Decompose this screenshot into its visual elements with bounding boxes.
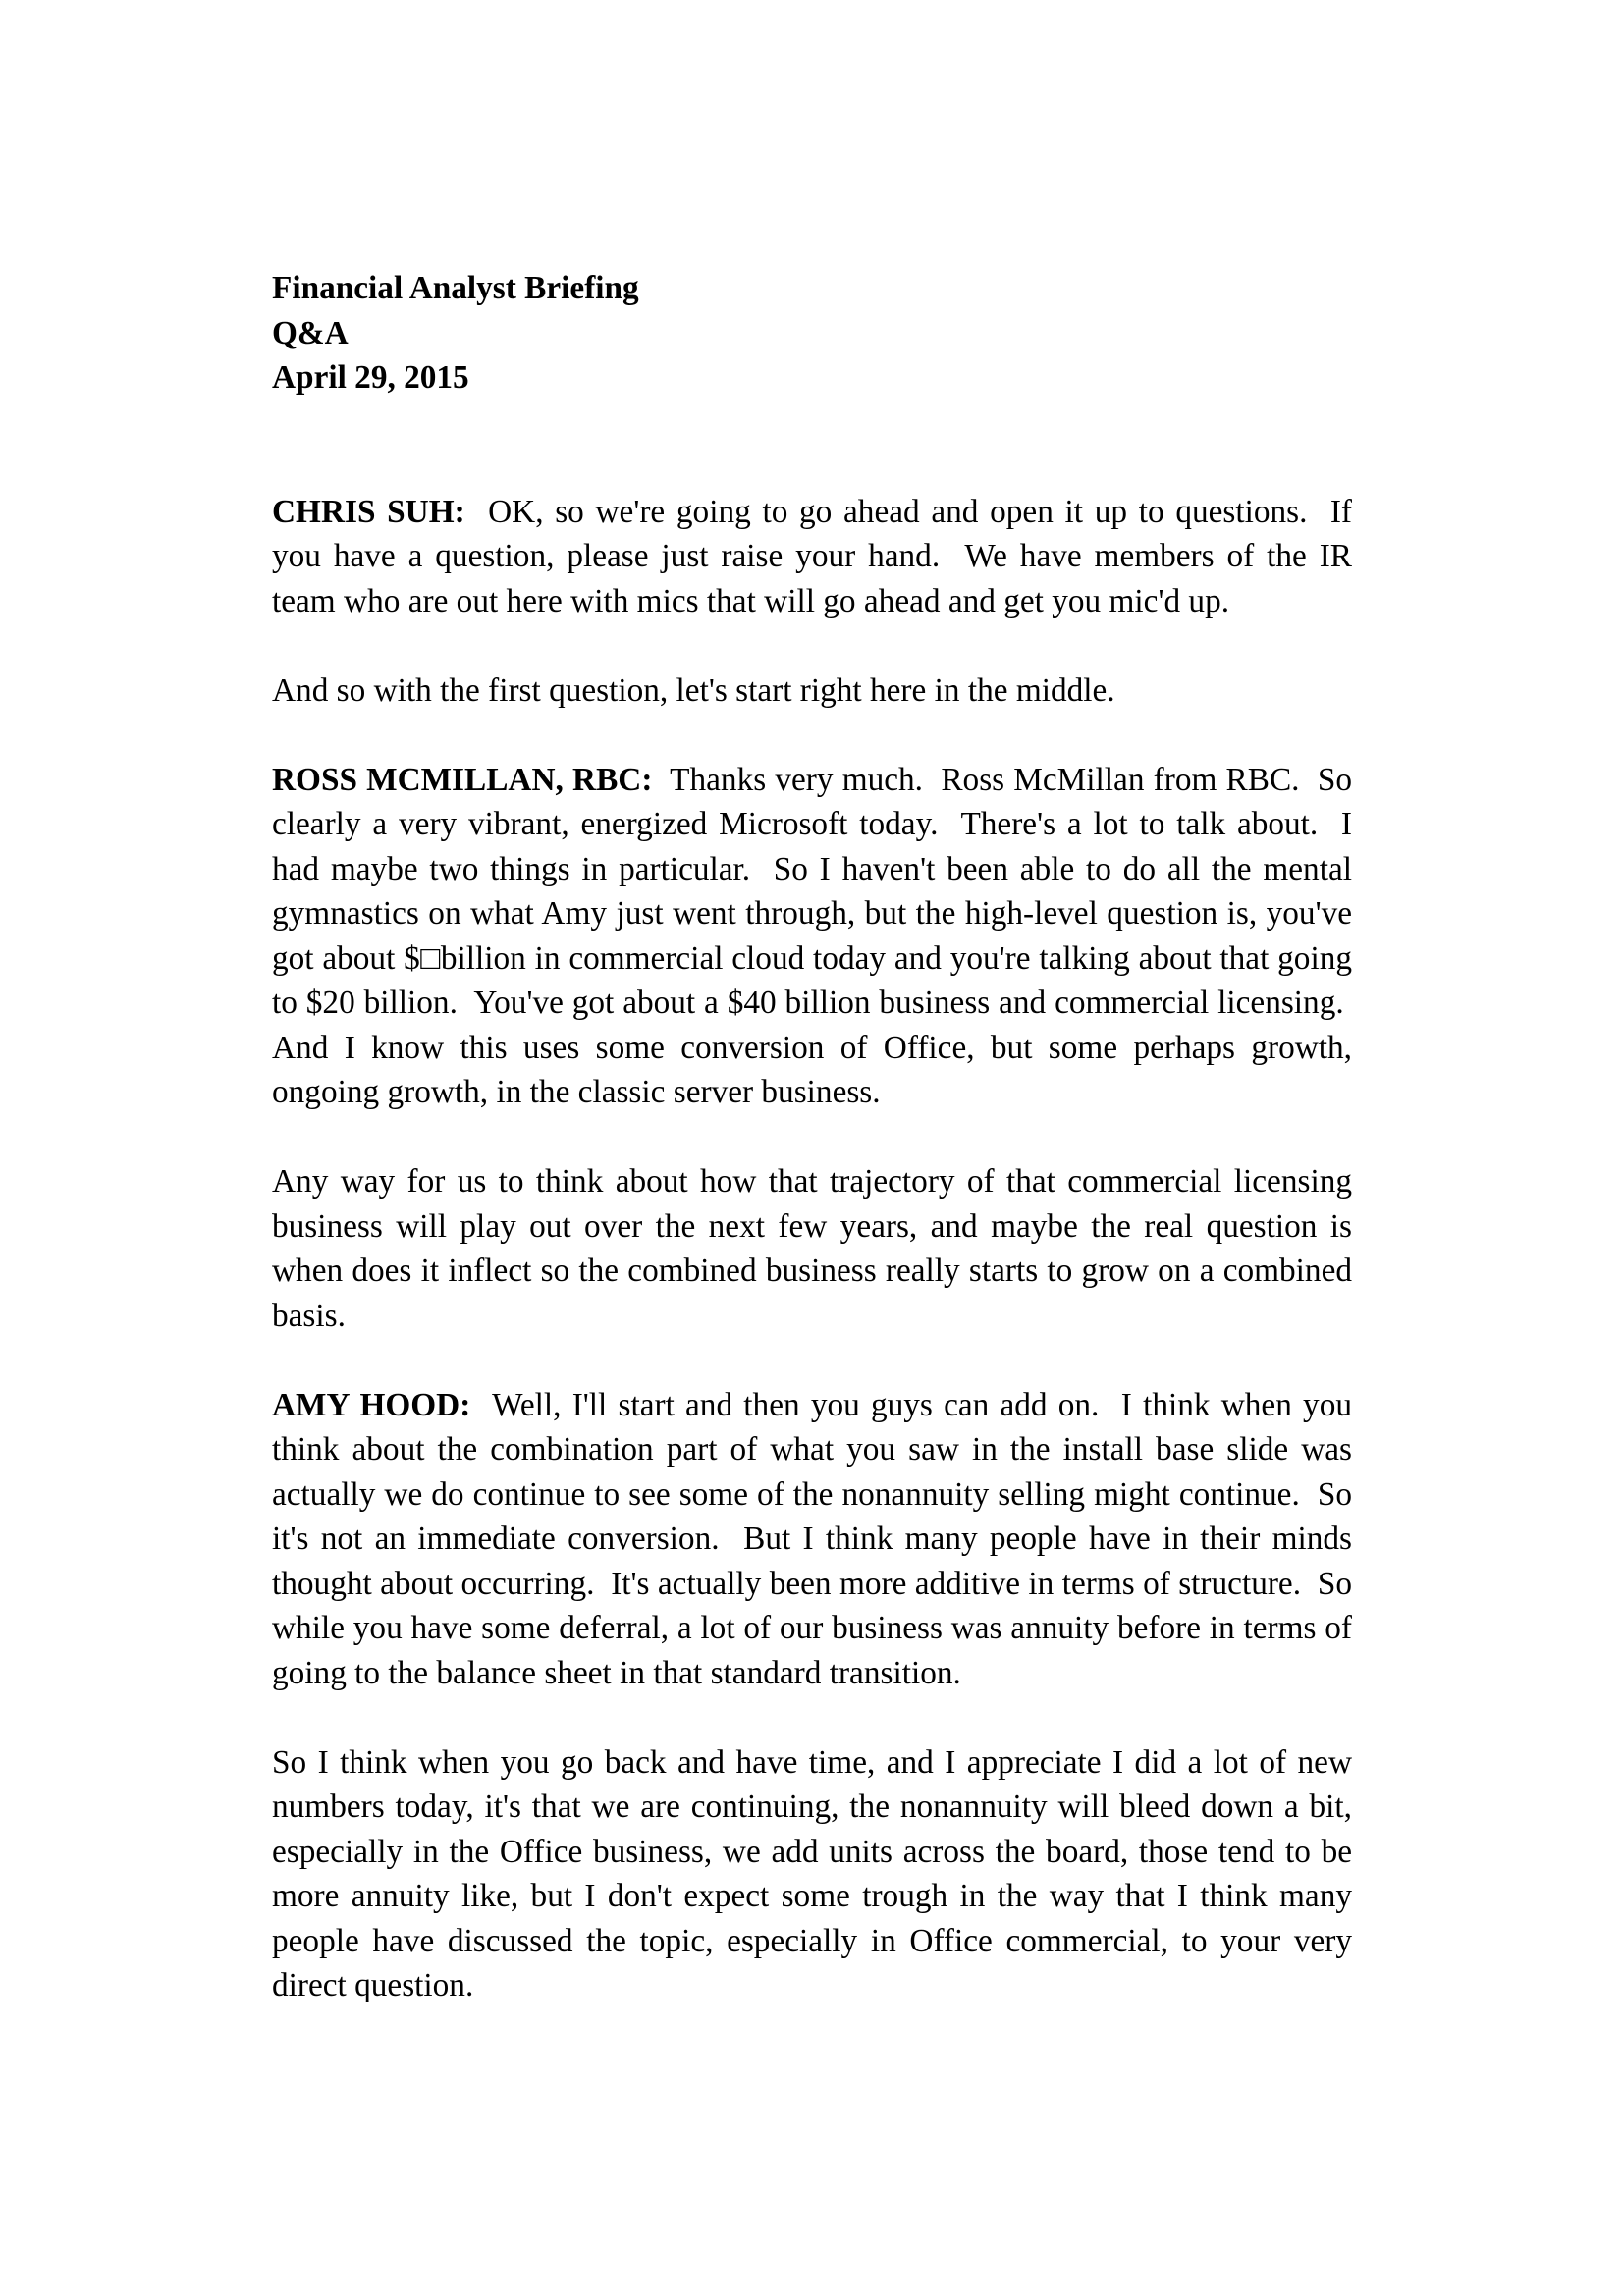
paragraph-first-question	[272, 668, 1352, 714]
paragraph-text: OK, so we're going to go ahead and open it up to questions. If you have a question, please just raise your hand. We have members of the IR team who are out here with mics that will go ahead and get you mic'd up.	[272, 493, 1352, 619]
speaker-name: CHRIS SUH:	[272, 493, 465, 530]
paragraph-text: And so with the first question, let's start right here in the middle.	[272, 671, 1115, 709]
paragraph-text: Any way for us to think about how that trajectory of that commercial licensing business will play out over the next few years, and maybe the real question is when does it inflect so the combined business really starts to grow on a combined basis.	[272, 1163, 1352, 1334]
paragraph-amy-hood	[272, 1383, 1352, 1696]
transcript-body	[272, 266, 1352, 2008]
paragraph-ross-mcmillan	[272, 758, 1352, 1115]
paragraph-so-i-think	[272, 1740, 1352, 2008]
paragraph-chris-suh	[272, 490, 1352, 624]
document-subtitle: Q&A	[272, 314, 349, 351]
document-title: Financial Analyst Briefing	[272, 270, 639, 306]
paragraph-text: Well, I'll start and then you guys can add on. I think when you think about the combination part of what you saw in the install base slide was actually we do continue to see some of the nonannuity selling might continue. So it's not an immediate conversion. But I think many people have in their minds thought about occurring. It's actually been more additive in terms of structure. So while you have some deferral, a lot of our business was annuity before in terms of going to the balance sheet in that standard transition.	[272, 1386, 1352, 1691]
paragraph-any-way	[272, 1159, 1352, 1338]
paragraph-text: Thanks very much. Ross McMillan from RBC. So clearly a very vibrant, energized Microsoft today. There's a lot to talk about. I had maybe two things in particular. So I haven't been able to do all the mental gymnastics on what Amy just went through, but the high-level question is, you've got about $□billion in commercial cloud today and you're talking about that going to $20 billion. You've got about a $40 billion business and commercial licensing. And I know this uses some conversion of Office, but some perhaps growth, ongoing growth, in the classic server business.	[272, 761, 1353, 1110]
speaker-name: AMY HOOD:	[272, 1386, 471, 1423]
document-date: April 29, 2015	[272, 359, 469, 396]
document-header	[272, 266, 1352, 400]
paragraph-text: So I think when you go back and have time, and I appreciate I did a lot of new numbers today, it's that we are continuing, the nonannuity will bleed down a bit, especially in the Office business, we add units across the board, those tend to be more annuity like, but I don't expect some trough in the way that I think many people have discussed the topic, especially in Office commercial, to your very direct question.	[272, 1743, 1352, 2003]
speaker-name: ROSS MCMILLAN, RBC:	[272, 761, 653, 798]
